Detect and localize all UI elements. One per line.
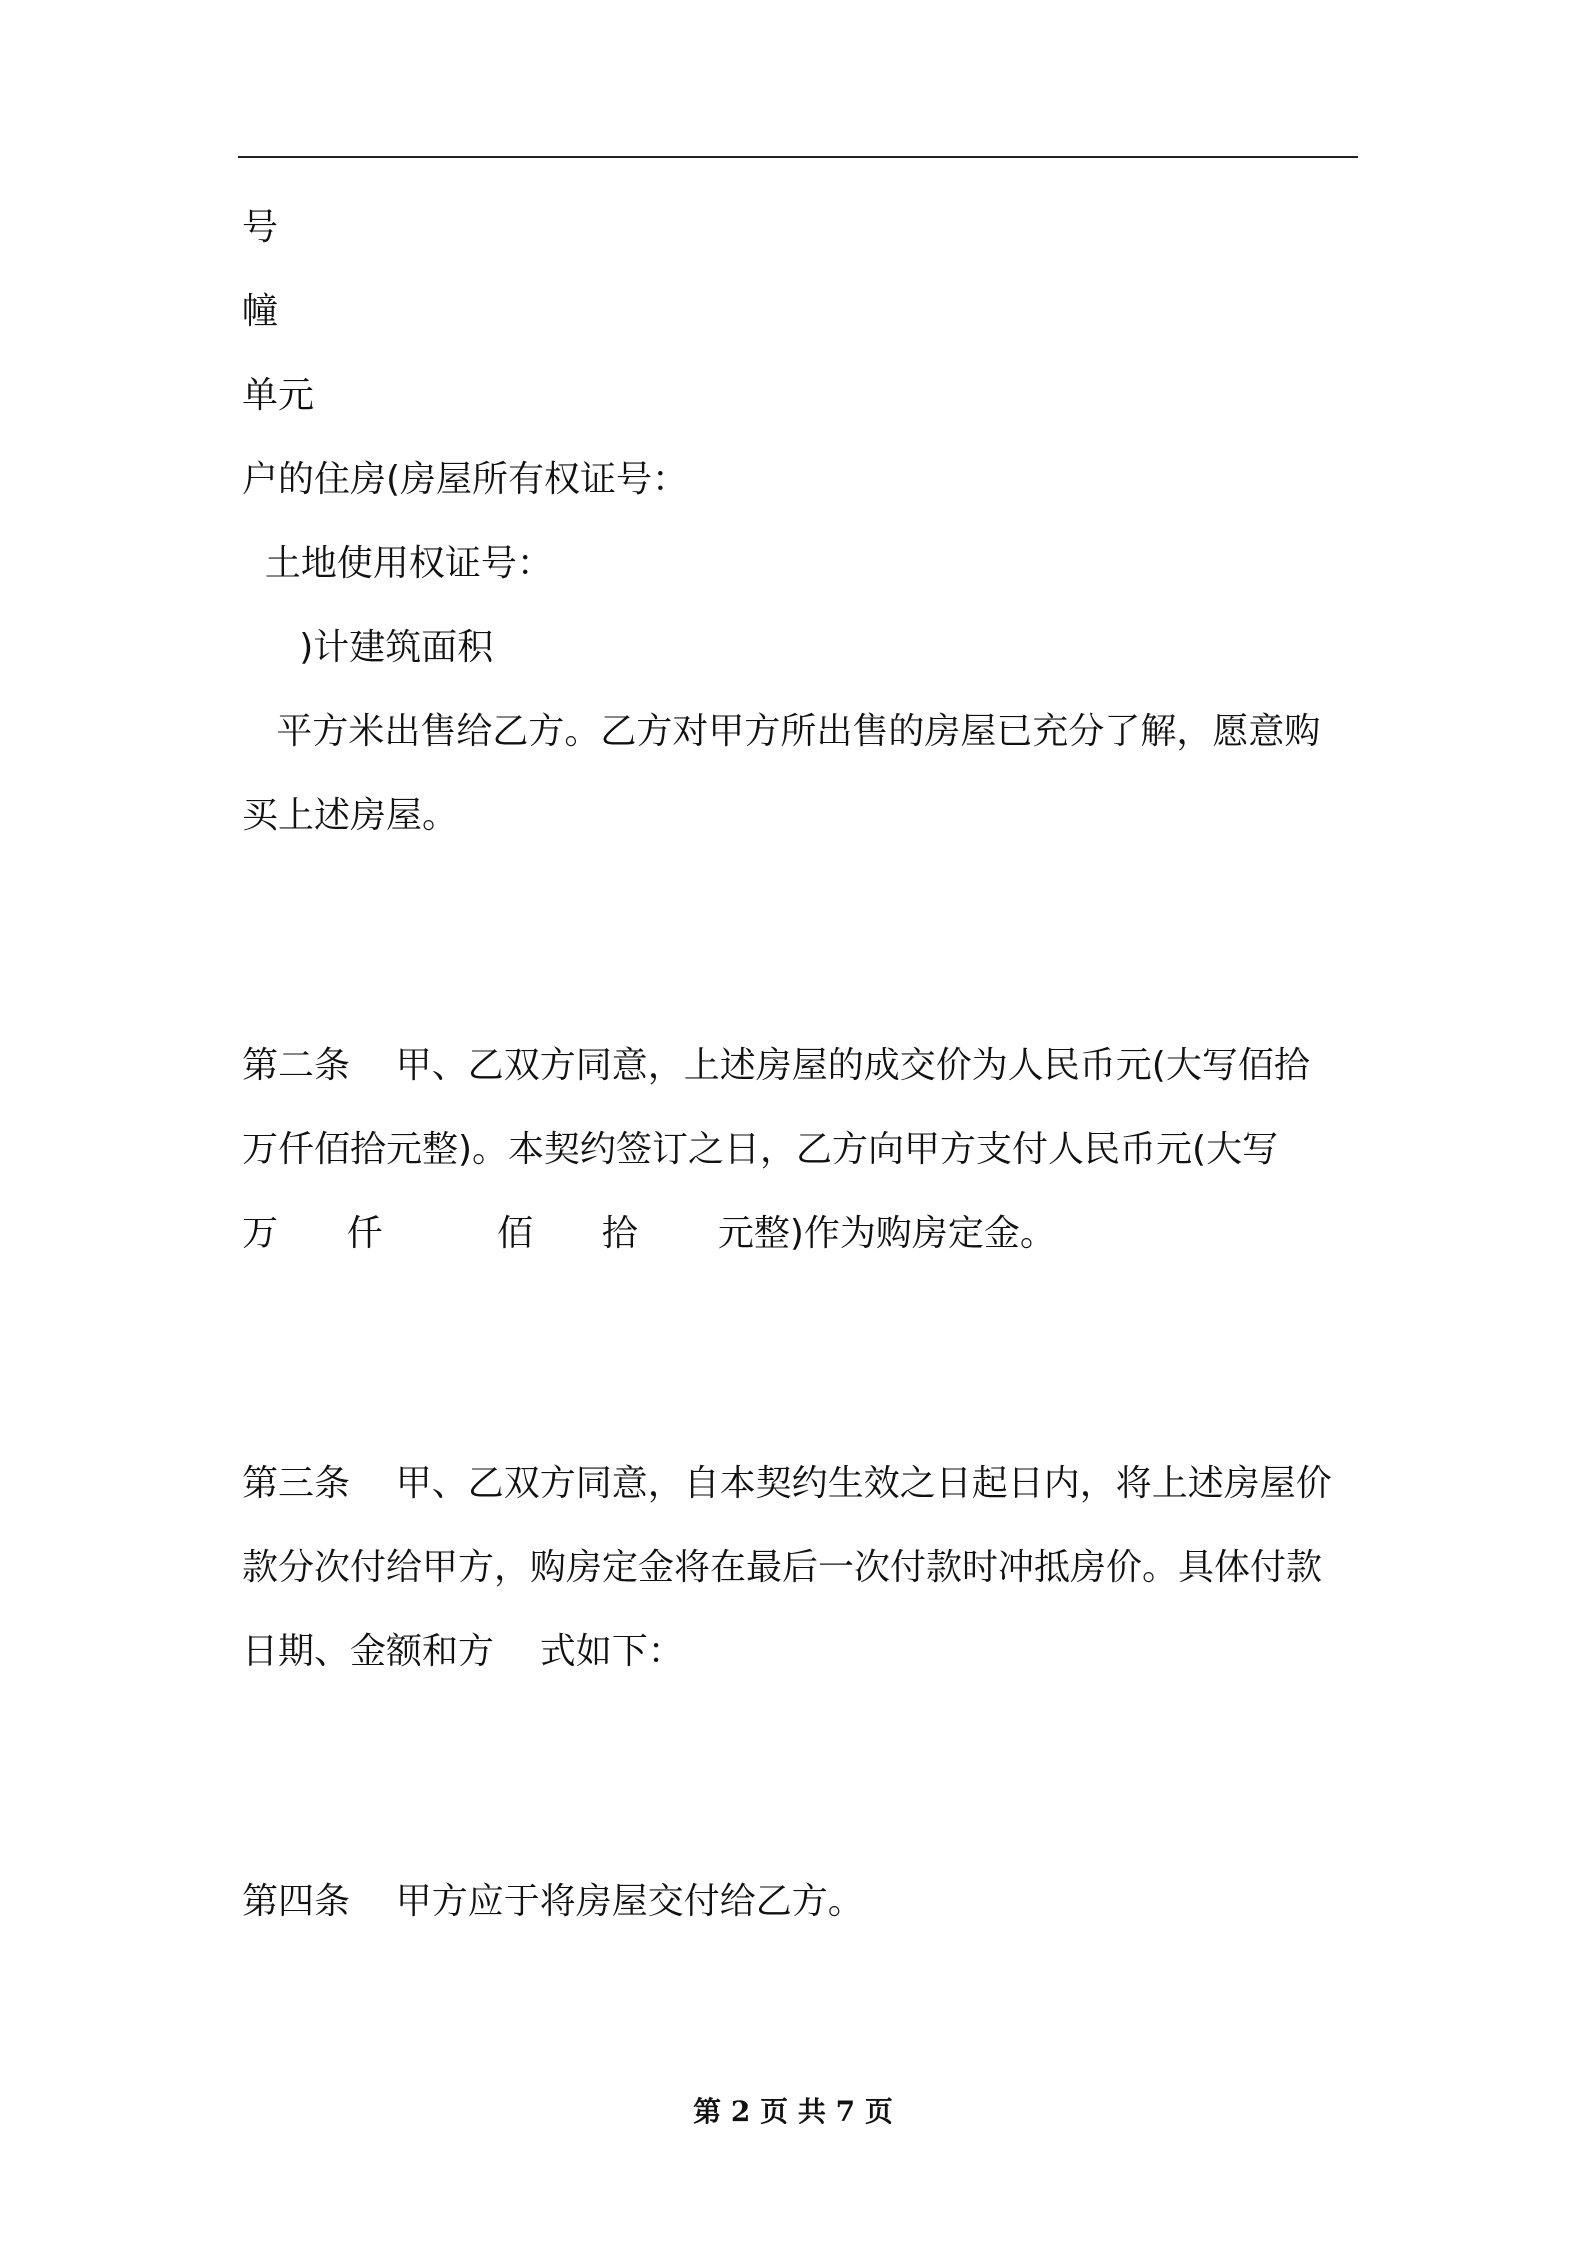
text-line-8: 买上述房屋。 (242, 795, 459, 836)
text-line-7: 平方米出售给乙方。乙方对甲方所出售的房屋已充分了解，愿意购 (242, 711, 1321, 752)
text-line-5: 土地使用权证号： (242, 543, 553, 584)
clause-3-line-1: 第三条 甲、乙双方同意，自本契约生效之日起日内，将上述房屋价 (242, 1463, 1332, 1504)
text-line-2: 幢 (242, 291, 279, 332)
clause-3-line-2: 款分次付给甲方，购房定金将在最后一次付款时冲抵房价。具体付款 (242, 1547, 1323, 1588)
header-rule (238, 156, 1358, 158)
clause-4-line-1: 第四条 甲方应于将房屋交付给乙方。 (242, 1881, 864, 1922)
clause-2-line-1: 第二条 甲、乙双方同意，上述房屋的成交价为人民币元(大写佰拾 (242, 1045, 1310, 1086)
clause-3-line-3: 日期、金额和方 式如下： (242, 1631, 684, 1672)
text-line-1: 号 (242, 207, 279, 248)
text-line-3: 单元 (242, 375, 315, 416)
clause-2-line-2: 万仟佰拾元整)。本契约签订之日，乙方向甲方支付人民币元(大写 (242, 1129, 1279, 1170)
page-number-footer: 第 2 页 共 7 页 (693, 2095, 893, 2128)
text-line-6: )计建筑面积 (242, 627, 494, 668)
clause-2-line-3: 万 仟 佰 拾 元整)作为购房定金。 (242, 1213, 1056, 1254)
text-line-4: 户的住房(房屋所有权证号： (242, 459, 689, 500)
